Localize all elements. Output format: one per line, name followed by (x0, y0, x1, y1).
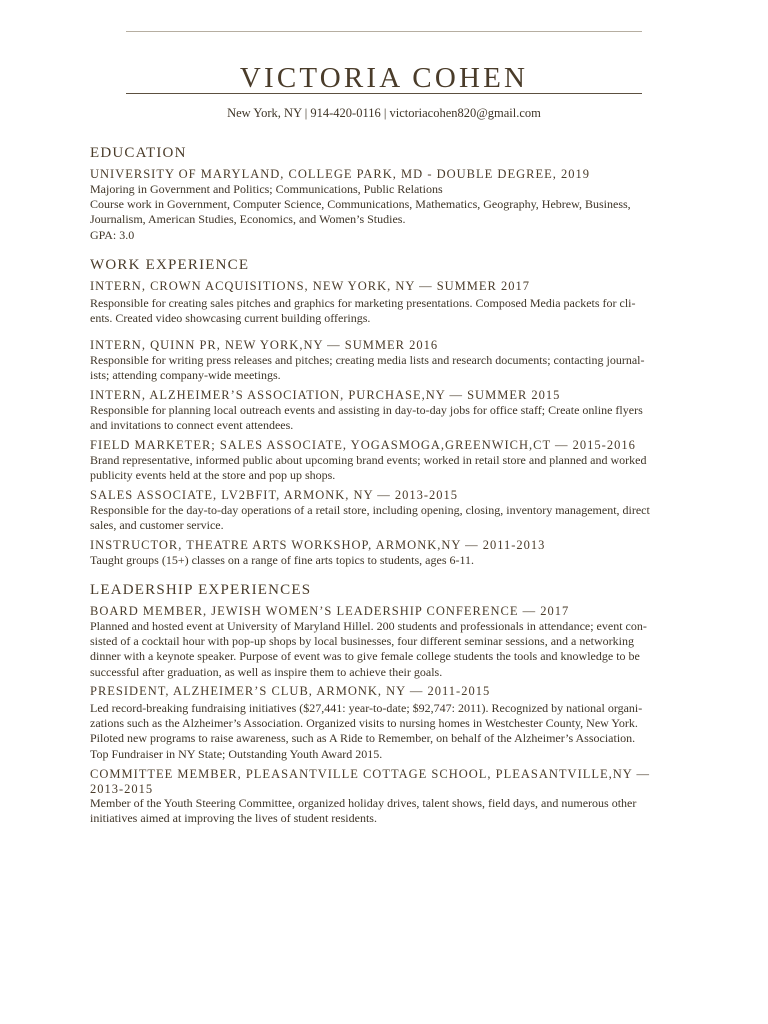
education-line: GPA: 3.0 (90, 227, 135, 242)
work-entry-description (90, 353, 680, 383)
description-line: ists; attending company-wide meetings. (90, 368, 281, 383)
education-details (90, 182, 680, 243)
description-line: Taught groups (15+) classes on a range of fine arts topics to students, ages 6-11. (90, 553, 475, 567)
name-underline (126, 93, 642, 94)
education-line: Majoring in Government and Politics; Communications, Public Relations (90, 182, 443, 196)
top-divider (126, 31, 642, 32)
education-school: UNIVERSITY OF MARYLAND, COLLEGE PARK, MD - DOUBLE DEGREE, 2019 (90, 167, 590, 181)
candidate-name: VICTORIA COHEN (239, 62, 529, 94)
work-entry-description (90, 403, 680, 433)
education-line: Journalism, American Studies, Economics, and Women’s Studies. (90, 212, 406, 227)
work-entry-description (90, 503, 680, 533)
description-line: Responsible for creating sales pitches and graphics for marketing presentations. Composed Media packets for cli- (90, 296, 636, 310)
description-line: Planned and hosted event at University of Maryland Hillel. 200 students and professionals in attendance; event con- (90, 619, 647, 633)
work-entry-title: INTERN, QUINN PR, NEW YORK,NY — SUMMER 2016 (90, 338, 439, 352)
description-line: Piloted new programs to raise awareness, such as A Ride to Remember, on behalf of the Alzheimer’s Association. (90, 731, 636, 746)
title-line: COMMITTEE MEMBER, PLEASANTVILLE COTTAGE SCHOOL, PLEASANTVILLE,NY — (90, 767, 650, 781)
work-entry-description (90, 296, 680, 326)
leadership-entry-description (90, 796, 680, 826)
description-line: Responsible for planning local outreach events and assisting in day-to-day jobs for office staff; Create online flyers (90, 403, 643, 417)
description-line: Responsible for the day-to-day operations of a retail store, including opening, closing, inventory management, direct (90, 503, 650, 517)
education-heading: EDUCATION (90, 145, 187, 161)
leadership-entry-title: BOARD MEMBER, JEWISH WOMEN’S LEADERSHIP CONFERENCE — 2017 (90, 604, 570, 618)
description-line: Led record-breaking fundraising initiatives ($27,441: year-to-date; $92,747: 2011). Recognized by national organi- (90, 701, 643, 715)
description-line: zations such as the Alzheimer’s Association. Organized visits to nursing homes in Westchester County, New York. (90, 716, 638, 731)
description-line: sales, and customer service. (90, 518, 224, 533)
title-line: 2013-2015 (90, 782, 154, 796)
description-line: and invitations to connect event attendees. (90, 418, 294, 433)
description-line: successful after graduation, as well as inspire them to achieve their goals. (90, 664, 443, 679)
description-line: publicity events held at the store and pop up shops. (90, 468, 336, 483)
leadership-entry-title: PRESIDENT, ALZHEIMER’S CLUB, ARMONK, NY — 2011-2015 (90, 684, 491, 698)
description-line: initiatives aimed at improving the lives of student residents. (90, 811, 377, 826)
leadership-heading: LEADERSHIP EXPERIENCES (90, 582, 312, 598)
leadership-entry-description (90, 701, 680, 762)
leadership-entry-title (90, 767, 680, 797)
work-entry-description (90, 453, 680, 483)
description-line: dinner with a keynote speaker. Purpose of event was to give female college students the tools and knowledge to be (90, 649, 640, 664)
description-line: Top Fundraiser in NY State; Outstanding Youth Award 2015. (90, 746, 383, 761)
work-entry-title: SALES ASSOCIATE, LV2BFIT, ARMONK, NY — 2013-2015 (90, 488, 459, 502)
work-experience-heading: WORK EXPERIENCE (90, 257, 250, 273)
leadership-entry-description (90, 619, 680, 680)
description-line: ents. Created video showcasing current building offerings. (90, 311, 371, 326)
description-line: sisted of a cocktail hour with pop-up shops by local businesses, four different seminar sessions, and a networking (90, 634, 635, 649)
work-entry-title: INSTRUCTOR, THEATRE ARTS WORKSHOP, ARMONK,NY — 2011-2013 (90, 538, 546, 552)
work-entry-description (90, 553, 680, 568)
description-line: Brand representative, informed public about upcoming brand events; worked in retail store and planned and worked (90, 453, 647, 467)
description-line: Member of the Youth Steering Committee, organized holiday drives, talent shows, field days, and numerous other (90, 796, 637, 810)
education-line: Course work in Government, Computer Science, Communications, Mathematics, Geography, Hebrew, Business, (90, 197, 631, 212)
work-entry-title: INTERN, CROWN ACQUISITIONS, NEW YORK, NY — SUMMER 2017 (90, 279, 530, 293)
work-entry-title: INTERN, ALZHEIMER’S ASSOCIATION, PURCHASE,NY — SUMMER 2015 (90, 388, 561, 402)
description-line: Responsible for writing press releases and pitches; creating media lists and research documents; contacting journal- (90, 353, 645, 367)
contact-info: New York, NY | 914-420-0116 | victoriacohen820@gmail.com (227, 106, 541, 120)
work-entry-title: FIELD MARKETER; SALES ASSOCIATE, YOGASMOGA,GREENWICH,CT — 2015-2016 (90, 438, 636, 452)
